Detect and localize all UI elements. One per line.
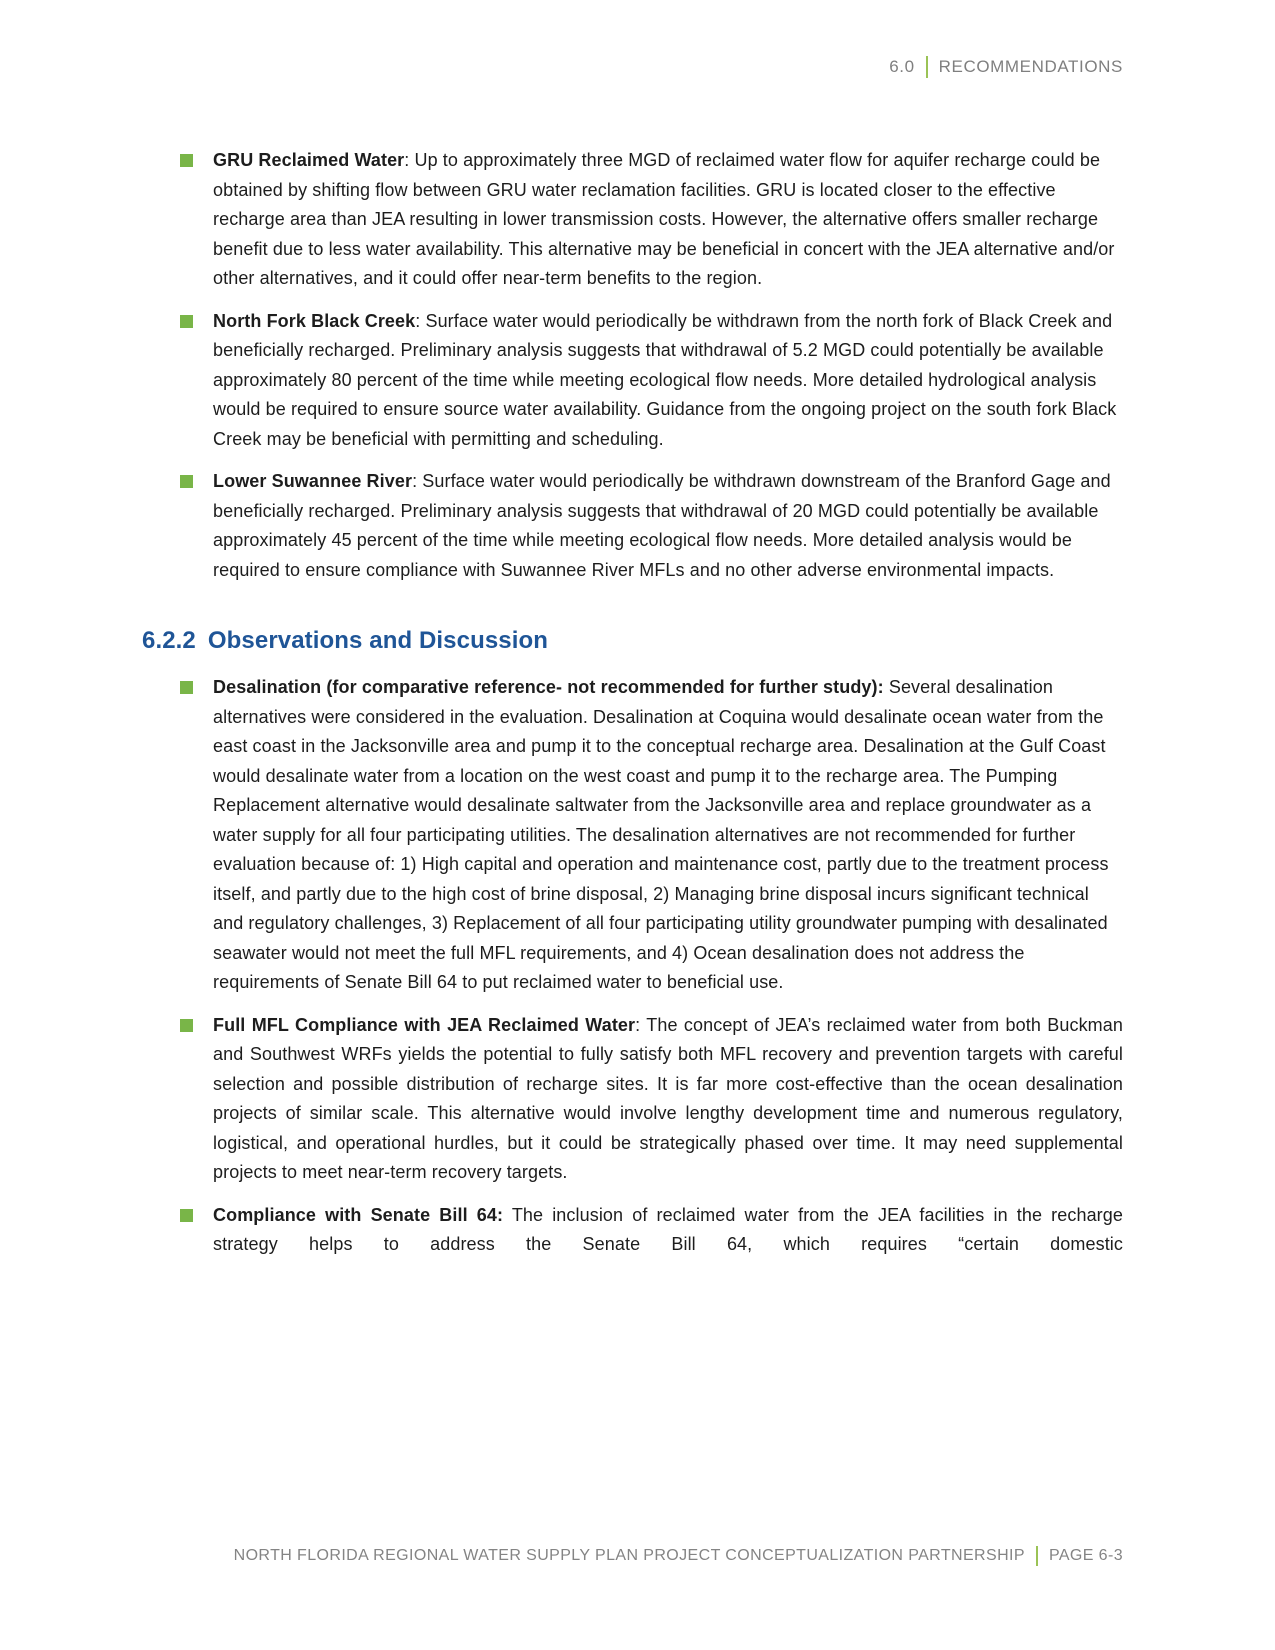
footer-separator-bar xyxy=(1036,1546,1038,1566)
section-heading xyxy=(142,625,1123,657)
list-item-compliance-senate-bill-64 xyxy=(142,1201,1123,1260)
list-item-body: : Surface water would periodically be withdrawn downstream of the Branford Gage and beneficially recharged. Preliminary analysis suggests that withdrawal of 20 MGD could potentially be available approximately 45 percent of the time while meeting ecological flow needs. More detailed analysis would be required to ensure compliance with Suwannee River MFLs and no other adverse environmental impacts. xyxy=(213,471,1111,580)
recommendations-list-top xyxy=(142,146,1123,585)
list-item-lead: GRU Reclaimed Water xyxy=(213,150,405,170)
bullet-square-icon xyxy=(180,154,193,167)
header-title: RECOMMENDATIONS xyxy=(938,57,1123,76)
list-item-body: Several desalination alternatives were considered in the evaluation. Desalination at Coquina would desalinate ocean water from the east coast in the Jacksonville area and pump it to the conceptual recharge area. Desalination at the Gulf Coast would desalinate water from a location on the west coast and pump it to the recharge area. The Pumping Replacement alternative would desalinate saltwater from the Jacksonville area and replace groundwater as a water supply for all four participating utilities. The desalination alternatives are not recommended for further evaluation because of: 1) High capital and operation and maintenance cost, partly due to the treatment process itself, and partly due to the high cost of brine disposal, 2) Managing brine disposal incurs significant technical and regulatory challenges, 3) Replacement of all four participating utility groundwater pumping with desalinated seawater would not meet the full MFL requirements, and 4) Ocean desalination does not address the requirements of Senate Bill 64 to put reclaimed water to beneficial use. xyxy=(213,677,1109,992)
list-item-lead: Compliance with Senate Bill 64: xyxy=(213,1204,504,1225)
page-footer xyxy=(150,1546,1123,1566)
list-item-gru-reclaimed-water xyxy=(142,146,1123,294)
list-item-lead: Lower Suwannee River xyxy=(213,471,413,491)
list-item-text xyxy=(213,673,1123,998)
page-content xyxy=(142,146,1123,1273)
list-item-north-fork-black-creek xyxy=(142,307,1123,455)
bullet-square-icon xyxy=(180,1209,193,1222)
header-separator-bar xyxy=(926,56,928,78)
observations-list xyxy=(142,673,1123,1260)
list-item-lead: North Fork Black Creek xyxy=(213,310,416,331)
list-item-text xyxy=(213,307,1123,455)
section-heading-number: 6.2.2 xyxy=(142,627,196,654)
list-item-full-mfl-compliance xyxy=(142,1011,1123,1188)
bullet-square-icon xyxy=(180,1019,193,1032)
list-item-text xyxy=(213,1201,1123,1260)
bullet-square-icon xyxy=(180,315,193,328)
list-item-desalination xyxy=(142,673,1123,998)
list-item-text xyxy=(213,467,1123,585)
list-item-body: : The concept of JEA’s reclaimed water from both Buckman and Southwest WRFs yields the potential to fully satisfy both MFL recovery and prevention targets with careful selection and possible distribution of recharge sites. It is far more cost-effective than the ocean desalination projects of similar scale. This alternative would involve lengthy development time and numerous regulatory, logistical, and operational hurdles, but it could be strategically phased over time. It may need supplemental projects to meet near-term recovery targets. xyxy=(213,1014,1123,1182)
list-item-lead: Full MFL Compliance with JEA Reclaimed Water xyxy=(213,1014,636,1035)
list-item-lead: Desalination (for comparative reference- not recommended for further study): xyxy=(213,677,884,697)
list-item-body: The inclusion of reclaimed water from the JEA facilities in the recharge strategy helps to address the Senate Bill 64, which requires “certain domestic xyxy=(213,1204,1123,1254)
bullet-square-icon xyxy=(180,681,193,694)
list-item-text xyxy=(213,1011,1123,1188)
bullet-square-icon xyxy=(180,475,193,488)
header-section-number: 6.0 xyxy=(889,57,915,76)
list-item-body: : Up to approximately three MGD of reclaimed water flow for aquifer recharge could be obtained by shifting flow between GRU water reclamation facilities. GRU is located closer to the effective recharge area than JEA resulting in lower transmission costs. However, the alternative offers smaller recharge benefit due to less water availability. This alternative may be beneficial in concert with the JEA alternative and/or other alternatives, and it could offer near-term benefits to the region. xyxy=(213,150,1115,288)
list-item-text xyxy=(213,146,1123,294)
list-item-body: : Surface water would periodically be withdrawn from the north fork of Black Creek and beneficially recharged. Preliminary analysis suggests that withdrawal of 5.2 MGD could potentially be available approximately 80 percent of the time while meeting ecological flow needs. More detailed hydrological analysis would be required to ensure source water availability. Guidance from the ongoing project on the south fork Black Creek may be beneficial with permitting and scheduling. xyxy=(213,310,1117,449)
footer-title: NORTH FLORIDA REGIONAL WATER SUPPLY PLAN PROJECT CONCEPTUALIZATION PARTNERSHIP xyxy=(233,1547,1025,1564)
list-item-lower-suwannee-river xyxy=(142,467,1123,585)
page-header xyxy=(150,56,1123,78)
section-heading-title: Observations and Discussion xyxy=(207,627,549,654)
footer-page-number: PAGE 6-3 xyxy=(1048,1547,1123,1564)
